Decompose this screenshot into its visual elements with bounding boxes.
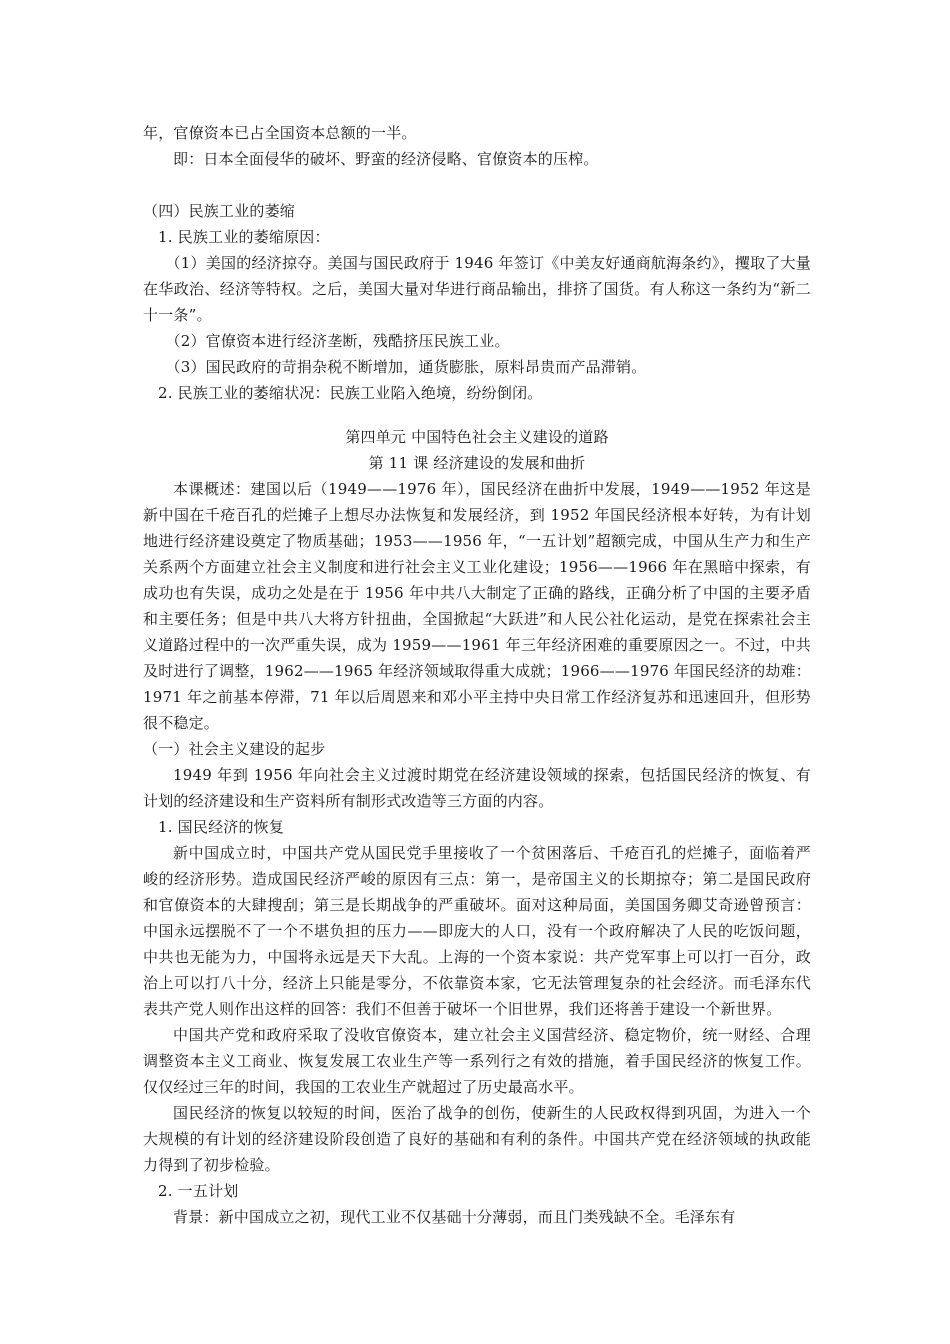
subheading: 1. 国民经济的恢复	[158, 818, 285, 836]
document-body	[143, 120, 811, 1230]
paragraph: 年，官僚资本已占全国资本总额的一半。	[143, 124, 417, 142]
section-heading: （一）社会主义建设的起步	[143, 740, 326, 758]
paragraph: 本课概述：建国以后（1949——1976 年），国民经济在曲折中发展，1949——1952 年这是新中国在千疮百孔的烂摊子上想尽办法恢复和发展经济，到 1952 年国民经济根本好转，为有计划地进行经济建设奠定了物质基础；1953——1956 年，“一五计划”超额完成，中国从生产力和生产关系两个方面建立社会主义制度和进行社会主义工业化建设；1956——1966 年在黑暗中探索，有成功也有失误，成功之处是在于 1956 年中共八大制定了正确的路线，正确分析了中国的主要矛盾和主要任务；但是中共八大将方针扭曲，全国掀起“大跃进”和人民公社化运动，是党在探索社会主义道路过程中的一次严重失误，成为 1959——1961 年三年经济困难的重要原因之一。不过，中共及时进行了调整，1962——1965 年经济领域取得重大成就；1966——1976 年国民经济的劫难：1971 年之前基本停滞，71 年以后周恩来和邓小平主持中央日常工作经济复苏和迅速回升，但形势很不稳定。	[143, 480, 811, 732]
unit-title: 第四单元 中国特色社会主义建设的道路	[345, 428, 609, 446]
paragraph: （1）美国的经济掠夺。美国与国民政府于 1946 年签订《中美友好通商航海条约》，攫取了大量在华政治、经济等特权。之后，美国大量对华进行商品输出，排挤了国货。有人称这一条约为“新二十一条”。	[143, 254, 811, 324]
section-heading: （四）民族工业的萎缩	[143, 202, 296, 220]
paragraph: 1949 年到 1956 年向社会主义过渡时期党在经济建设领域的探索，包括国民经济的恢复、有计划的经济建设和生产资料所有制形式改造等三方面的内容。	[143, 766, 811, 810]
subheading: 2. 一五计划	[158, 1182, 239, 1200]
subheading: 1. 民族工业的萎缩原因：	[158, 228, 330, 246]
subheading: 2. 民族工业的萎缩状况：民族工业陷入绝境，纷纷倒闭。	[158, 384, 543, 402]
paragraph: 新中国成立时，中国共产党从国民党手里接收了一个贫困落后、千疮百孔的烂摊子，面临着严峻的经济形势。造成国民经济严峻的原因有三点：第一，是帝国主义的长期掠夺；第二是国民政府和官僚资本的大肆搜刮；第三是长期战争的严重破坏。面对这种局面，美国国务卿艾奇逊曾预言：中国永远摆脱不了一个不堪负担的压力——即庞大的人口，没有一个政府解决了人民的吃饭问题，中共也无能为力，中国将永远是天下大乱。上海的一个资本家说：共产党军事上可以打一百分，政治上可以打八十分，经济上只能是零分，不依靠资本家，它无法管理复杂的社会经济。而毛泽东代表共产党人则作出这样的回答：我们不但善于破坏一个旧世界，我们还将善于建设一个新世界。	[143, 844, 811, 1018]
spacer	[143, 172, 811, 198]
paragraph: 背景：新中国成立之初，现代工业不仅基础十分薄弱，而且门类残缺不全。毛泽东有	[173, 1208, 736, 1226]
paragraph: 中国共产党和政府采取了没收官僚资本，建立社会主义国营经济、稳定物价，统一财经、合理调整资本主义工商业、恢复发展工农业生产等一系列行之有效的措施，着手国民经济的恢复工作。仅仅经过三年的时间，我国的工农业生产就超过了历史最高水平。	[143, 1026, 811, 1096]
paragraph: 国民经济的恢复以较短的时间，医治了战争的创伤，使新生的人民政权得到巩固，为进入一个大规模的有计划的经济建设阶段创造了良好的基础和有利的条件。中国共产党在经济领域的执政能力得到了初步检验。	[143, 1104, 811, 1174]
spacer	[143, 406, 811, 424]
paragraph: （2）官僚资本进行经济垄断，残酷挤压民族工业。	[165, 332, 510, 350]
paragraph: 即：日本全面侵华的破坏、野蛮的经济侵略、官僚资本的压榨。	[173, 150, 599, 168]
lesson-title: 第 11 课 经济建设的发展和曲折	[368, 454, 586, 472]
paragraph: （3）国民政府的苛捐杂税不断增加，通货膨胀，原料昂贵而产品滞销。	[165, 358, 647, 376]
